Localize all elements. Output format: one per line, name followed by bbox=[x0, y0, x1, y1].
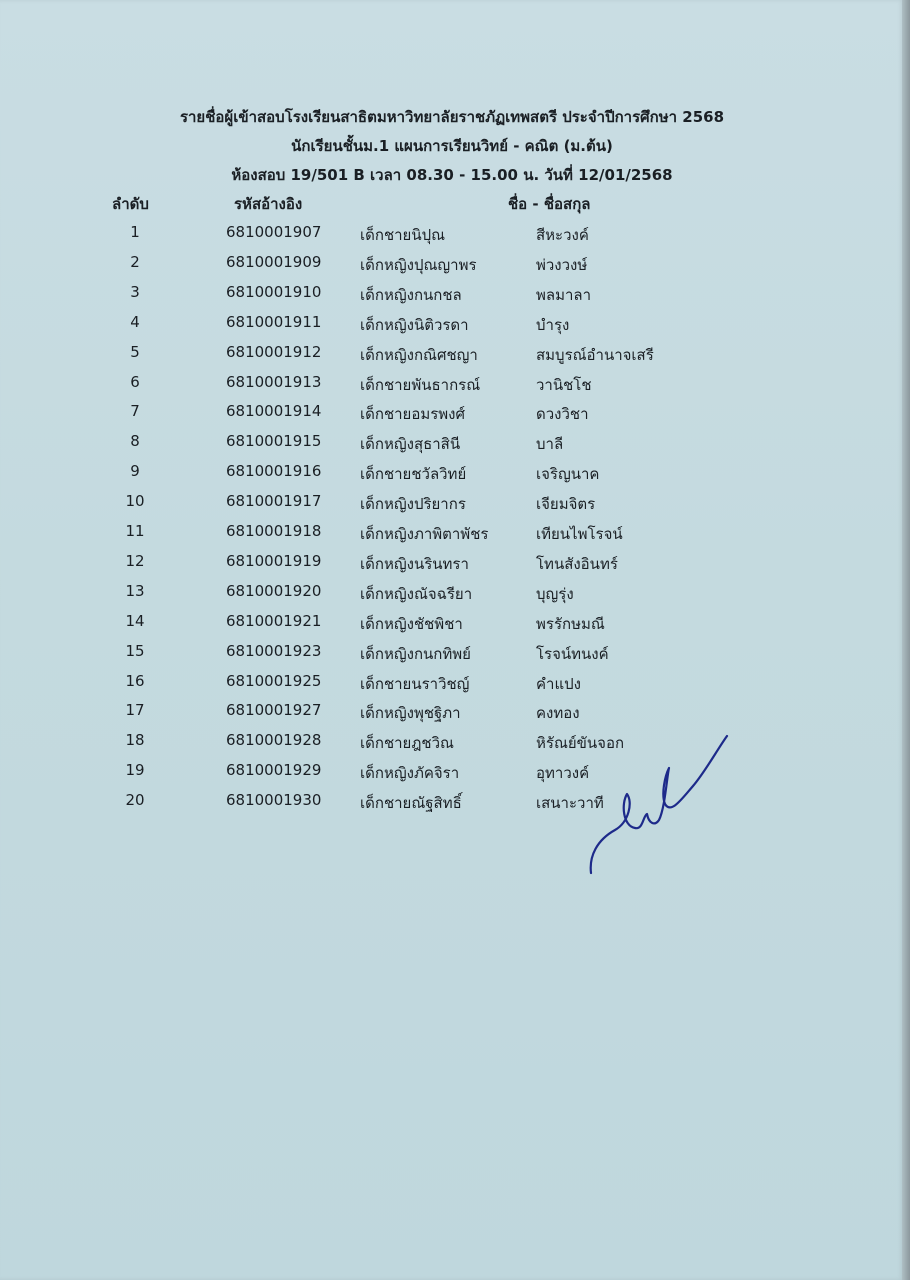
table-row bbox=[0, 522, 904, 552]
student-last-name: บำรุง bbox=[536, 315, 570, 334]
student-last-name: เสนาะวาที bbox=[536, 794, 604, 813]
row-number: 11 bbox=[125, 522, 145, 540]
column-header-full-name: ชื่อ - ชื่อสกุล bbox=[508, 195, 591, 213]
reference-id: 6810001923 bbox=[226, 641, 322, 660]
student-last-name: อุทาวงค์ bbox=[536, 764, 590, 783]
reference-id: 6810001916 bbox=[226, 462, 322, 481]
table-row bbox=[0, 672, 904, 702]
reference-id: 6810001907 bbox=[226, 223, 322, 241]
student-first-name: เด็กชายชวัลวิทย์ bbox=[360, 465, 467, 484]
reference-id: 6810001927 bbox=[226, 701, 322, 720]
table-row bbox=[0, 343, 904, 373]
student-first-name: เด็กหญิงภาพิตาพัชร bbox=[360, 525, 489, 543]
student-last-name: คำแปง bbox=[536, 674, 581, 693]
student-first-name: เด็กชายอมรพงศ์ bbox=[360, 405, 466, 424]
reference-id: 6810001917 bbox=[226, 492, 322, 511]
table-row bbox=[0, 552, 904, 582]
student-first-name: เด็กหญิงสุธาสินี bbox=[360, 435, 461, 454]
page-edge bbox=[902, 0, 910, 1280]
table-row bbox=[0, 223, 904, 253]
student-last-name: เทียนไพโรจน์ bbox=[536, 525, 623, 543]
reference-id: 6810001913 bbox=[226, 372, 322, 391]
reference-id: 6810001930 bbox=[226, 791, 322, 810]
student-first-name: เด็กชายณัฐสิทธิ์ bbox=[360, 794, 462, 813]
student-last-name: คงทอง bbox=[536, 704, 580, 723]
student-first-name: เด็กหญิงภัคจิรา bbox=[360, 764, 460, 783]
table-row bbox=[0, 642, 904, 672]
row-number: 5 bbox=[130, 342, 140, 361]
row-number: 2 bbox=[130, 252, 140, 271]
reference-id: 6810001921 bbox=[226, 611, 322, 630]
student-last-name: สมบูรณ์อำนาจเสรี bbox=[536, 345, 654, 364]
column-header-number: ลำดับ bbox=[112, 195, 149, 213]
row-number: 14 bbox=[125, 611, 145, 630]
reference-id: 6810001912 bbox=[226, 342, 322, 361]
row-number: 20 bbox=[125, 791, 145, 810]
table-row bbox=[0, 492, 904, 522]
row-number: 6 bbox=[130, 372, 140, 391]
student-first-name: เด็กชายฎชวิณ bbox=[360, 734, 454, 753]
student-first-name: เด็กชายนิปุณ bbox=[360, 226, 446, 244]
row-number: 19 bbox=[125, 761, 145, 780]
table-row bbox=[0, 731, 904, 761]
student-last-name: เจริญนาค bbox=[536, 465, 600, 484]
student-last-name: พรรักษมณี bbox=[536, 614, 605, 633]
reference-id: 6810001915 bbox=[226, 432, 322, 451]
row-number: 8 bbox=[130, 432, 140, 451]
row-number: 15 bbox=[125, 641, 145, 660]
student-last-name: วานิชโช bbox=[536, 375, 592, 394]
row-number: 17 bbox=[125, 701, 145, 720]
reference-id: 6810001909 bbox=[226, 252, 322, 271]
table-row bbox=[0, 283, 904, 313]
reference-id: 6810001914 bbox=[226, 402, 322, 421]
student-first-name: เด็กหญิงชัชพิชา bbox=[360, 614, 463, 633]
reference-id: 6810001929 bbox=[226, 761, 322, 780]
student-first-name: เด็กหญิงกนกทิพย์ bbox=[360, 644, 471, 663]
student-first-name: เด็กหญิงกนกชล bbox=[360, 285, 462, 304]
column-header-reference-id: รหัสอ้างอิง bbox=[234, 195, 303, 213]
reference-id: 6810001910 bbox=[226, 282, 322, 301]
document-title: รายชื่อผู้เข้าสอบโรงเรียนสาธิตมหาวิทยาลัยราชภัฏเทพสตรี ประจำปีการศึกษา 2568 bbox=[179, 108, 725, 126]
reference-id: 6810001928 bbox=[226, 731, 322, 750]
reference-id: 6810001911 bbox=[226, 312, 322, 331]
student-last-name: เจียมจิตร bbox=[536, 495, 596, 514]
row-number: 10 bbox=[125, 492, 145, 511]
row-number: 16 bbox=[125, 671, 145, 690]
table-row bbox=[0, 612, 904, 642]
table-row bbox=[0, 761, 904, 791]
table-row bbox=[0, 701, 904, 731]
row-number: 12 bbox=[125, 551, 145, 570]
student-first-name: เด็กหญิงณัจฉรียา bbox=[360, 584, 473, 603]
student-first-name: เด็กหญิงกณิศชญา bbox=[360, 345, 478, 364]
table-row bbox=[0, 432, 904, 462]
row-number: 13 bbox=[125, 581, 145, 600]
row-number: 4 bbox=[130, 312, 140, 331]
table-row bbox=[0, 253, 904, 283]
student-last-name: สีหะวงค์ bbox=[536, 226, 589, 244]
row-number: 18 bbox=[125, 731, 145, 750]
reference-id: 6810001920 bbox=[226, 581, 322, 600]
row-number: 9 bbox=[130, 462, 140, 481]
signature-icon bbox=[585, 728, 735, 878]
student-first-name: เด็กหญิงนิติวรดา bbox=[360, 315, 469, 334]
document-subtitle-class: นักเรียนชั้นม.1 แผนการเรียนวิทย์ - คณิต (ม.ต้น) bbox=[291, 137, 613, 155]
student-first-name: เด็กหญิงนรินทรา bbox=[360, 554, 469, 573]
reference-id: 6810001925 bbox=[226, 671, 322, 690]
student-first-name: เด็กชายนราวิชญ์ bbox=[360, 674, 470, 693]
student-last-name: ดวงวิชา bbox=[536, 405, 589, 424]
table-row bbox=[0, 373, 904, 403]
student-last-name: พ่วงวงษ์ bbox=[536, 255, 588, 274]
row-number: 3 bbox=[130, 282, 140, 301]
student-first-name: เด็กชายพันธากรณ์ bbox=[360, 375, 481, 394]
table-row bbox=[0, 313, 904, 343]
reference-id: 6810001918 bbox=[226, 522, 322, 540]
student-last-name: หิรัณย์ขันจอก bbox=[536, 734, 625, 753]
table-row bbox=[0, 791, 904, 821]
student-last-name: โทนสังอินทร์ bbox=[536, 554, 618, 573]
student-first-name: เด็กหญิงปริยากร bbox=[360, 495, 466, 514]
document-subtitle-room: ห้องสอบ 19/501 B เวลา 08.30 - 15.00 น. วันที่ 12/01/2568 bbox=[231, 166, 673, 184]
table-row bbox=[0, 462, 904, 492]
student-first-name: เด็กหญิงพุชฐิภา bbox=[360, 704, 461, 723]
student-first-name: เด็กหญิงปุณญาพร bbox=[360, 255, 477, 274]
row-number: 7 bbox=[130, 402, 140, 421]
table-row bbox=[0, 582, 904, 612]
student-last-name: โรจน์ทนงค์ bbox=[536, 644, 609, 663]
student-last-name: บุญรุ่ง bbox=[536, 584, 574, 603]
row-number: 1 bbox=[130, 223, 140, 241]
student-last-name: พลมาลา bbox=[536, 285, 592, 304]
table-row bbox=[0, 402, 904, 432]
student-last-name: บาลี bbox=[536, 435, 564, 454]
reference-id: 6810001919 bbox=[226, 551, 322, 570]
